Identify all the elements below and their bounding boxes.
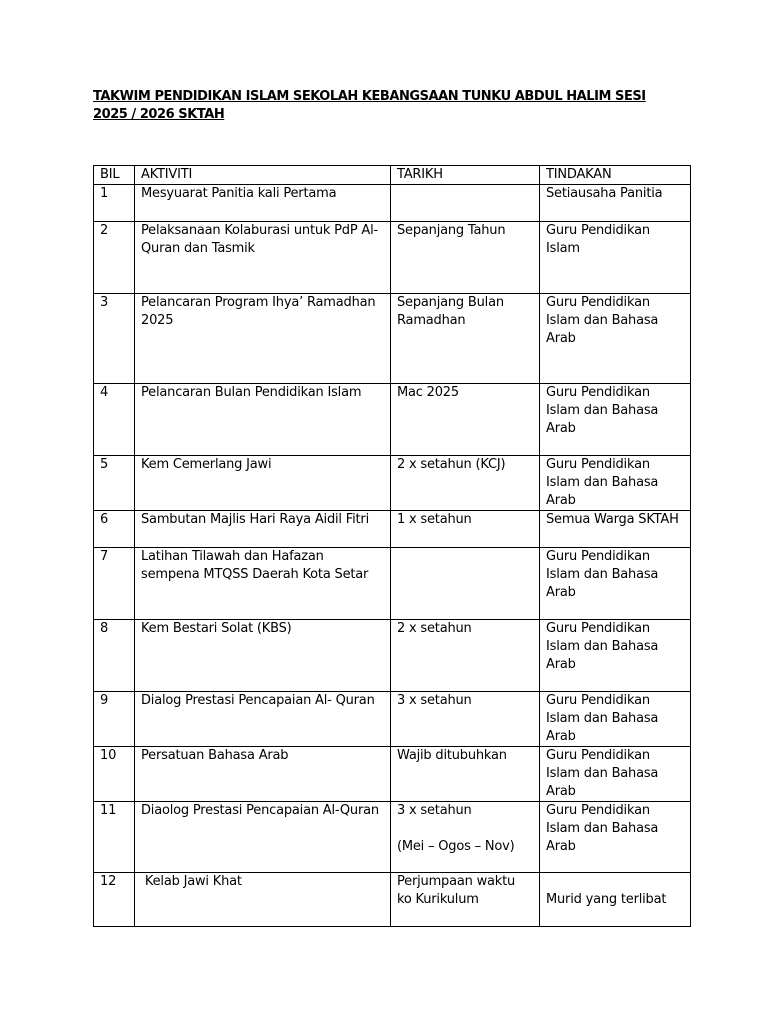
cell-bil: 12 bbox=[94, 873, 135, 927]
table-row bbox=[94, 802, 691, 873]
cell-tarikh bbox=[391, 548, 540, 620]
table-row bbox=[94, 873, 691, 927]
table-header-row bbox=[94, 166, 691, 185]
cell-tindakan: Guru Pendidikan Islam dan Bahasa Arab bbox=[540, 456, 691, 511]
table-row bbox=[94, 692, 691, 747]
cell-tindakan: Guru Pendidikan Islam bbox=[540, 222, 691, 294]
document-title: TAKWIM PENDIDIKAN ISLAM SEKOLAH KEBANGSAAN TUNKU ABDUL HALIM SESI 2025 / 2026 SKTAH bbox=[93, 89, 646, 122]
table-row bbox=[94, 384, 691, 456]
cell-tarikh: 2 x setahun (KCJ) bbox=[391, 456, 540, 511]
table-row bbox=[94, 222, 691, 294]
cell-bil: 8 bbox=[94, 620, 135, 692]
cell-tindakan: Guru Pendidikan Islam dan Bahasa Arab bbox=[540, 802, 691, 873]
takwim-table bbox=[93, 165, 691, 927]
header-tindakan: TINDAKAN bbox=[540, 166, 691, 185]
tarikh-line-months: (Mei – Ogos – Nov) bbox=[397, 839, 515, 854]
cell-bil: 6 bbox=[94, 511, 135, 548]
cell-aktiviti: Kem Bestari Solat (KBS) bbox=[135, 620, 391, 692]
cell-bil: 1 bbox=[94, 185, 135, 222]
cell-tindakan: Guru Pendidikan Islam dan Bahasa Arab bbox=[540, 620, 691, 692]
table-row bbox=[94, 456, 691, 511]
cell-aktiviti: Latihan Tilawah dan Hafazan sempena MTQSS Daerah Kota Setar bbox=[135, 548, 391, 620]
cell-bil: 2 bbox=[94, 222, 135, 294]
cell-bil: 9 bbox=[94, 692, 135, 747]
table-row bbox=[94, 747, 691, 802]
cell-aktiviti: Sambutan Majlis Hari Raya Aidil Fitri bbox=[135, 511, 391, 548]
cell-tarikh: Sepanjang Bulan Ramadhan bbox=[391, 294, 540, 384]
table-row bbox=[94, 548, 691, 620]
cell-aktiviti: Pelancaran Program Ihya’ Ramadhan 2025 bbox=[135, 294, 391, 384]
cell-aktiviti: Mesyuarat Panitia kali Pertama bbox=[135, 185, 391, 222]
cell-tarikh: 2 x setahun bbox=[391, 620, 540, 692]
cell-aktiviti: Diaolog Prestasi Pencapaian Al-Quran bbox=[135, 802, 391, 873]
table-row bbox=[94, 620, 691, 692]
table-row bbox=[94, 185, 691, 222]
cell-tarikh: Perjumpaan waktu ko Kurikulum bbox=[391, 873, 540, 927]
cell-bil: 4 bbox=[94, 384, 135, 456]
cell-tindakan: Guru Pendidikan Islam dan Bahasa Arab bbox=[540, 384, 691, 456]
cell-tindakan: Guru Pendidikan Islam dan Bahasa Arab bbox=[540, 548, 691, 620]
cell-tindakan: Guru Pendidikan Islam dan Bahasa Arab bbox=[540, 692, 691, 747]
cell-bil: 3 bbox=[94, 294, 135, 384]
cell-tindakan: Semua Warga SKTAH bbox=[540, 511, 691, 548]
cell-tindakan: Guru Pendidikan Islam dan Bahasa Arab bbox=[540, 747, 691, 802]
table-row bbox=[94, 294, 691, 384]
cell-bil: 7 bbox=[94, 548, 135, 620]
tarikh-line-frequency: 3 x setahun bbox=[397, 803, 472, 818]
cell-aktiviti: Pelaksanaan Kolaburasi untuk PdP Al-Quran dan Tasmik bbox=[135, 222, 391, 294]
line-gap bbox=[397, 820, 533, 838]
cell-tarikh: 1 x setahun bbox=[391, 511, 540, 548]
table-row bbox=[94, 511, 691, 548]
cell-tarikh: Mac 2025 bbox=[391, 384, 540, 456]
cell-bil: 5 bbox=[94, 456, 135, 511]
cell-tarikh bbox=[391, 802, 540, 873]
cell-aktiviti: Persatuan Bahasa Arab bbox=[135, 747, 391, 802]
cell-tindakan: Murid yang terlibat bbox=[540, 873, 691, 927]
cell-aktiviti: Kelab Jawi Khat bbox=[135, 873, 391, 927]
cell-tarikh: Wajib ditubuhkan bbox=[391, 747, 540, 802]
cell-aktiviti: Kem Cemerlang Jawi bbox=[135, 456, 391, 511]
header-bil: BIL bbox=[94, 166, 135, 185]
cell-tarikh: 3 x setahun bbox=[391, 692, 540, 747]
cell-tarikh bbox=[391, 185, 540, 222]
cell-tarikh: Sepanjang Tahun bbox=[391, 222, 540, 294]
cell-aktiviti: Dialog Prestasi Pencapaian Al- Quran bbox=[135, 692, 391, 747]
header-tarikh: TARIKH bbox=[391, 166, 540, 185]
cell-aktiviti: Pelancaran Bulan Pendidikan Islam bbox=[135, 384, 391, 456]
cell-bil: 10 bbox=[94, 747, 135, 802]
cell-tindakan: Setiausaha Panitia bbox=[540, 185, 691, 222]
cell-bil: 11 bbox=[94, 802, 135, 873]
header-aktiviti: AKTIVITI bbox=[135, 166, 391, 185]
cell-tindakan: Guru Pendidikan Islam dan Bahasa Arab bbox=[540, 294, 691, 384]
